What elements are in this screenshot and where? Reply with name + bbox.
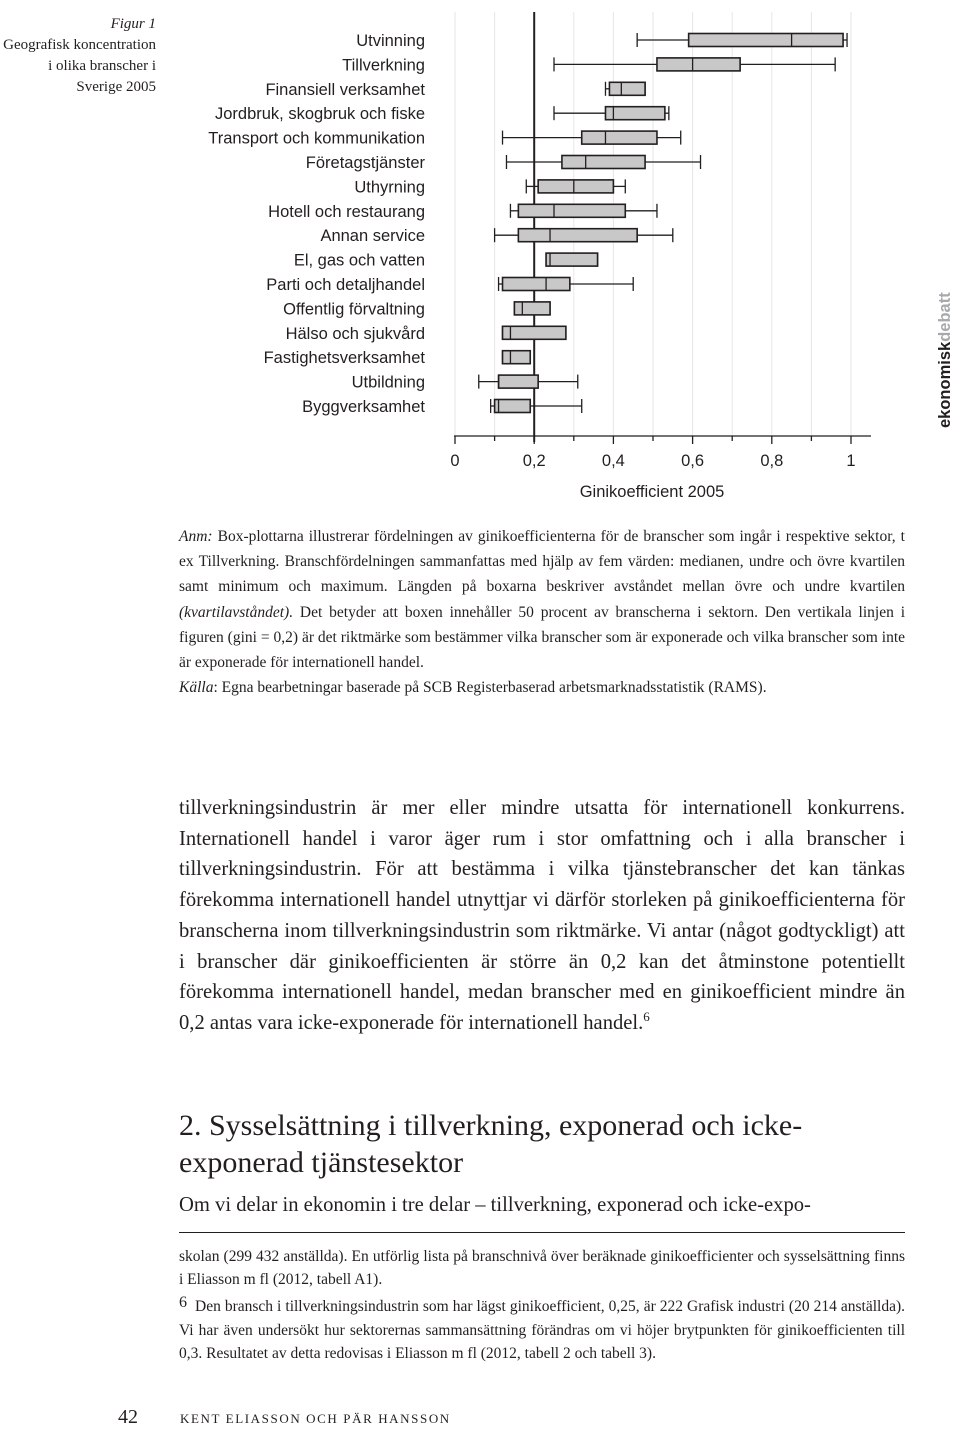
- side-tag-light: debatt: [936, 292, 954, 342]
- gridlines: [455, 12, 851, 436]
- section-heading: 2. Sysselsättning i tillverkning, exponerad och icke-exponerad tjänstesektor: [179, 1109, 803, 1179]
- box: [503, 351, 531, 364]
- footnotes: [179, 1245, 905, 1365]
- box: [582, 131, 657, 144]
- category-labels: [208, 32, 425, 416]
- note-paragraph: [179, 524, 905, 675]
- box: [546, 253, 597, 266]
- x-tick-label: 0,8: [760, 452, 784, 470]
- footnote-continued: skolan (299 432 anställda). En utförlig lista på branschnivå över beräknade ginikoefficienter och sysselsättning finns i Eliasson m fl (2012, tabell A1).: [179, 1248, 905, 1289]
- x-tick-label: 0,4: [601, 452, 625, 470]
- box: [562, 156, 645, 169]
- category-label: Parti och detaljhandel: [266, 276, 425, 294]
- category-label: Jordbruk, skogbruk och fiske: [214, 105, 425, 124]
- box: [518, 229, 637, 242]
- category-label: Tillverkning: [342, 56, 425, 75]
- x-tick-label: 0,2: [522, 452, 546, 470]
- category-label: Utvinning: [356, 32, 425, 50]
- category-label: Offentlig förvaltning: [283, 300, 425, 319]
- page-number: 42: [118, 1406, 138, 1428]
- note-text-1: Box-plottarna illustrerar fördelningen av ginikoefficienterna för de branscher som ingår i respektive sektor, t ex Tillverkning. Branschfördelningen sammanfattas med hjälp av fem värden: medianen, undre och övre kvartilen samt minimum och maximum. Längden på boxarna beskriver avståndet mellan övre och undre kvartilen: [179, 528, 905, 596]
- box: [503, 326, 566, 339]
- note-text-2: Det betyder att boxen innehåller 50 procent av branscherna i sektorn. Den vertikala linjen i figuren (gini = 0,2) är det riktmärke som bestämmer vilka branscher som är exponerade och vilka branscher som inte är exponerade för internationell handel.: [179, 603, 905, 672]
- side-tag-bold: ekonomisk: [936, 341, 954, 428]
- figure-note: [179, 524, 905, 700]
- box: [689, 34, 843, 47]
- body-paragraph: [179, 793, 905, 1039]
- footnote-6-mark: 6: [179, 1294, 187, 1312]
- source-text: : Egna bearbetningar baserade på SCB Registerbaserad arbetsmarknadsstatistik (RAMS).: [213, 679, 767, 697]
- category-label: Utbildning: [351, 373, 425, 392]
- footnote-6: [179, 1291, 905, 1365]
- x-axis: [450, 436, 871, 470]
- box: [495, 400, 531, 413]
- box: [609, 82, 645, 95]
- x-axis-title: Ginikoefficient 2005: [579, 483, 725, 501]
- footnote-6-text: Den bransch i tillverkningsindustrin som har lägst ginikoefficient, 0,25, är 222 Grafisk industri (20 214 anställda). Vi har även undersökt hur sektorernas sammansättning förändras om vi höjer brytpunkten för ginikoefficienten till 0,3. Resultatet av detta redovisas i Eliasson m fl (2012, tabell 2 och tabell 3).: [179, 1298, 905, 1362]
- footnote-ref-6[interactable]: 6: [643, 1009, 650, 1025]
- category-label: Uthyrning: [354, 178, 425, 197]
- category-label: El, gas och vatten: [293, 251, 425, 270]
- section-intro: Om vi delar in ekonomin i tre delar – tillverkning, exponerad och icke-expo-: [179, 1194, 811, 1216]
- category-label: Fastighetsverksamhet: [263, 349, 425, 368]
- footnote-divider: [179, 1232, 905, 1233]
- box: [605, 107, 664, 120]
- svg-text:ekonomiskdebatt: [936, 292, 954, 428]
- running-head: KENT ELIASSON OCH PÄR HANSSON: [180, 1411, 451, 1426]
- body-paragraph-text: tillverkningsindustrin är mer eller mindre utsatta för internationell konkurrens. Internationell handel i varor äger rum i stor omfattning och i alla branscher i tillverkningsindustrin. För att bestämma i vilka tjänstebranscher det kan tänkas förekomma internationell handel utnyttjar vi därför storleken på ginikoefficienterna för branscherna inom tillverkningsindustrin som riktmärke. Vi antar (något godtyckligt) att i branscher där ginikoefficienten är större än 0,2 kan det åtminstone potentiellt förekomma internationell handel, medan branscher med en ginikoefficient mindre än 0,2 antas vara icke-exponerade för internationell handel.: [179, 797, 905, 1034]
- box: [518, 204, 625, 217]
- x-tick-label: 0: [450, 452, 460, 470]
- box: [499, 375, 539, 388]
- figure-title: Geografisk koncentration i olika branscher i Sverige 2005: [3, 37, 156, 95]
- figure-caption: [0, 14, 156, 98]
- source-lead: Källa: [179, 679, 214, 697]
- journal-side-tag: [931, 262, 957, 432]
- category-label: Hälso och sjukvård: [285, 324, 425, 343]
- note-lead: Anm:: [179, 528, 213, 545]
- box: [657, 58, 740, 71]
- category-label: Transport och kommunikation: [208, 129, 425, 148]
- box: [503, 278, 570, 291]
- x-tick-label: 0,6: [681, 452, 705, 470]
- box: [538, 180, 613, 193]
- figure-label: Figur 1: [110, 16, 156, 32]
- note-emphasis: (kvartilavståndet).: [179, 603, 294, 621]
- category-label: Företagstjänster: [305, 154, 425, 172]
- box: [514, 302, 550, 315]
- x-tick-label: 1: [846, 452, 856, 470]
- category-label: Hotell och restaurang: [268, 202, 425, 221]
- boxplot-chart: [170, 0, 910, 510]
- category-label: Finansiell verksamhet: [265, 80, 425, 99]
- category-label: Byggverksamhet: [302, 398, 425, 416]
- category-label: Annan service: [320, 227, 425, 246]
- note-source: [179, 675, 905, 700]
